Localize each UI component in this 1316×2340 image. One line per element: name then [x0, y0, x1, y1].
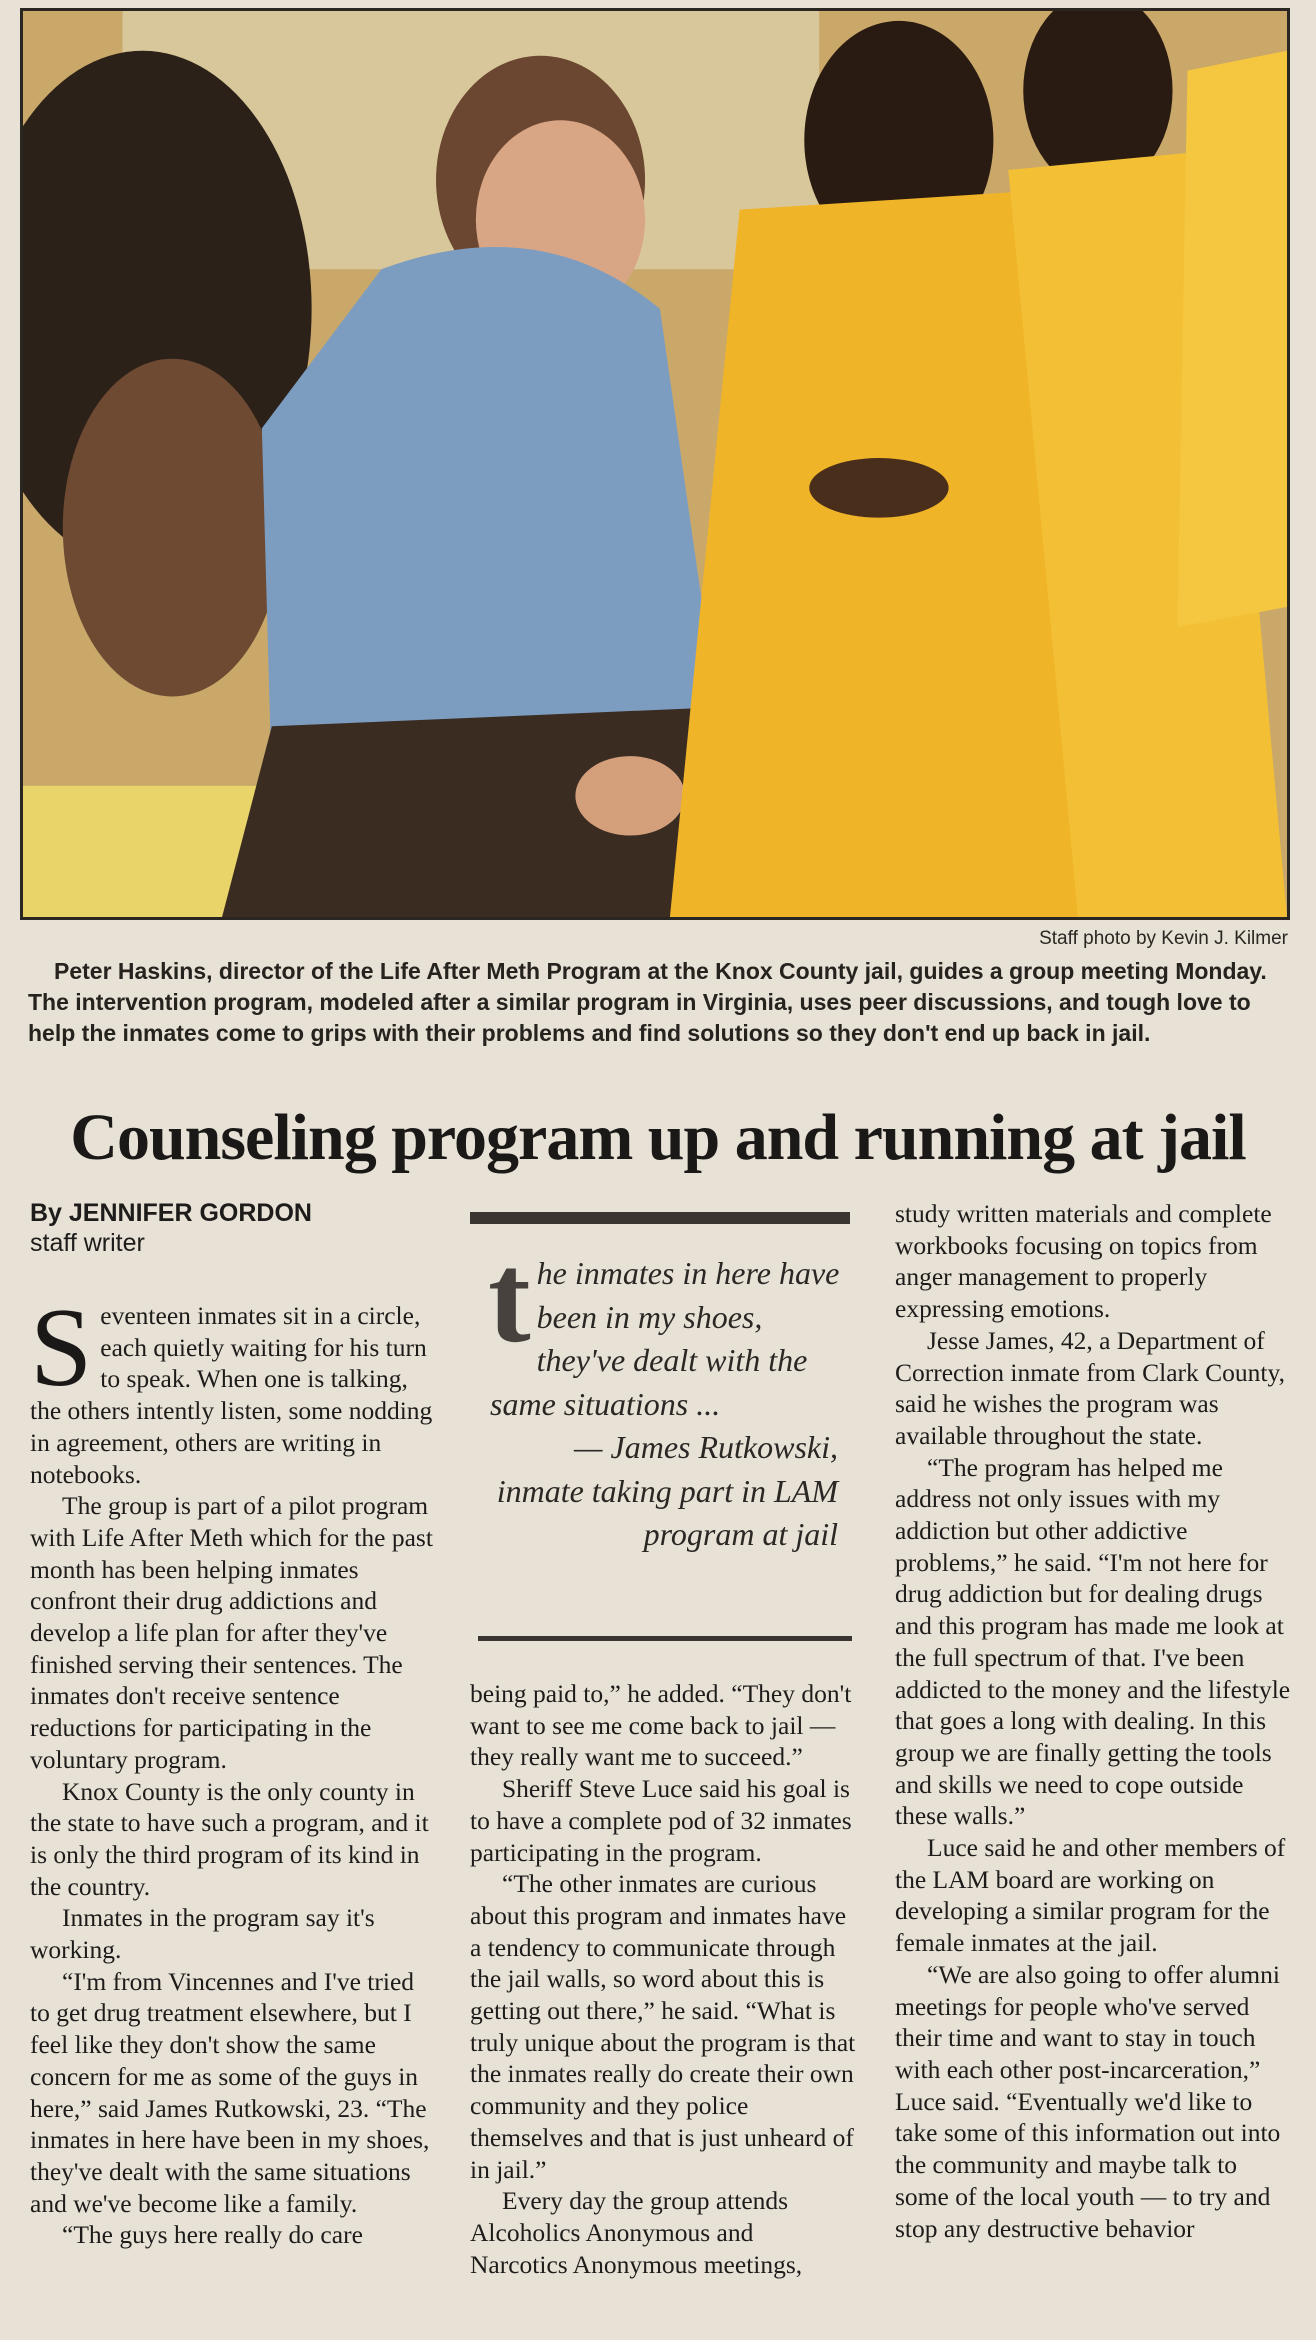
photo-credit: Staff photo by Kevin J. Kilmer [1039, 928, 1288, 949]
article-column-2 [470, 1678, 856, 2340]
paragraph: The group is part of a pilot program with Life After Meth which for the past month has been helping inmates confront their drug addictions and develop a life plan for after they've finished serving their sentences. The inmates don't receive sentence reductions for participating in the voluntary program. [30, 1491, 433, 1774]
paragraph: Sheriff Steve Luce said his goal is to have a complete pod of 32 inmates participating in the program. [470, 1774, 852, 1867]
paragraph: “The guys here really do care [62, 2220, 363, 2250]
paragraph: “We are also going to offer alumni meetings for people who've served their time and want to stay in touch with each other post-incarceration,” Luce said. “Eventually we'd like to take some of this information out into the community and maybe talk to some of the local youth — to try and stop any destructive behavior [895, 1959, 1281, 2243]
paragraph: Jesse James, 42, a Department of Correction inmate from Clark County, said he wishes the program was available throughout the state. [895, 1325, 1285, 1450]
paragraph: being paid to,” he added. “They don't want to see me come back to jail — they really want me to succeed.” [470, 1679, 852, 1772]
paragraph: Seventeen inmates sit in a circle, each quietly waiting for his turn to speak. When one is talking, the others intently listen, some nodding in agreement, others are writing in notebooks. [30, 1300, 433, 1489]
byline [30, 1198, 450, 1258]
pull-quote-text: he inmates in here have been in my shoes, they've dealt with the same situations ... [490, 1255, 840, 1422]
paragraph: study written materials and complete workbooks focusing on topics from anger management to properly expressing emotions. [895, 1199, 1272, 1324]
byline-name: By JENNIFER GORDON [30, 1199, 312, 1227]
news-photo [20, 8, 1290, 920]
paragraph: Luce said he and other members of the LAM board are working on developing a similar program for the female inmates at the jail. [895, 1833, 1286, 1958]
group-meeting-photo [23, 11, 1287, 917]
pull-quote-initial: t [488, 1227, 531, 1369]
drop-cap: S [30, 1300, 93, 1410]
paragraph: “I'm from Vincennes and I've tried to get drug treatment elsewhere, but I feel like they don't show the same concern for me as some of the guys in here,” said James Rutkowski, 23. “The inmates in here have been in my shoes, they've dealt with the same situations and we've become like a family. [30, 1966, 430, 2218]
pull-quote-rule-top [470, 1212, 850, 1224]
article-column-3 [895, 1198, 1295, 2340]
paragraph: Inmates in the program say it's working. [30, 1903, 375, 1965]
paragraph: Knox County is the only county in the state to have such a program, and it is only the third program of its kind in the country. [30, 1776, 429, 1901]
pull-quote [488, 1227, 846, 1557]
headline: Counseling program up and running at jail [70, 1101, 1246, 1174]
paragraph: “The other inmates are curious about this program and inmates have a tendency to communicate through the jail walls, so word about this is getting out there,” he said. “What is truly unique about the program is that the inmates really do create their own community and they police themselves and that is just unheard of in jail.” [470, 1869, 856, 2184]
photo-caption: Peter Haskins, director of the Life After Meth Program at the Knox County jail, guides a group meeting Monday. The intervention program, modeled after a similar program in Virginia, uses peer discussions, and tough love to help the inmates come to grips with their problems and find solutions so they don't end up back in jail. [28, 958, 1267, 1046]
pull-quote-attribution: — James Rutkowski, inmate taking part in LAM program at jail [496, 1429, 838, 1552]
paragraph: Every day the group attends Alcoholics Anonymous and Narcotics Anonymous meetings, [470, 2186, 803, 2279]
paragraph: “The program has helped me address not only issues with my addiction but other addictive problems,” he said. “I'm not here for drug addiction but for dealing drugs and this program has made me look at the full spectrum of that. I've been addicted to the money and the lifestyle that goes a long with dealing. In this group we are finally getting the tools and skills we need to cope outside these walls.” [895, 1452, 1291, 1831]
article-column-1 [30, 1300, 434, 2340]
byline-role: staff writer [30, 1229, 145, 1257]
pull-quote-rule-bottom [478, 1636, 852, 1641]
